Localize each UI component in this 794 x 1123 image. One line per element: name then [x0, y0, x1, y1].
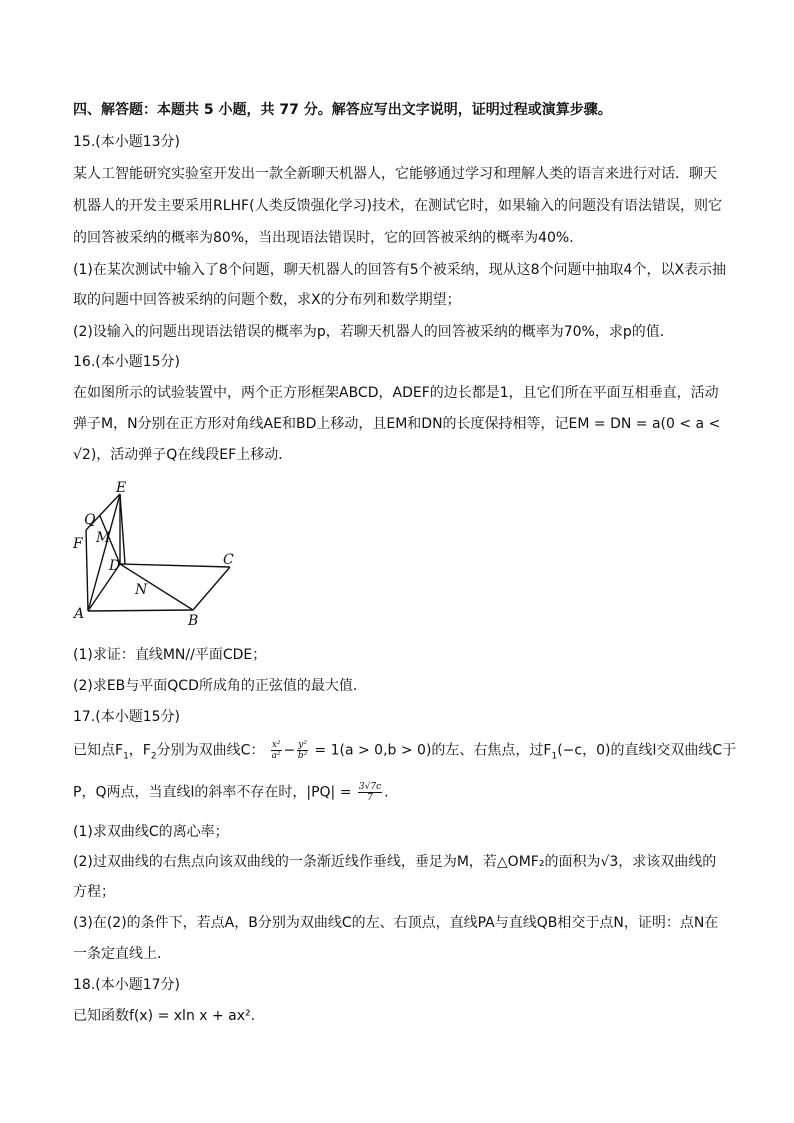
- q17-part1: (1)求双曲线C的离心率；: [73, 824, 229, 840]
- q15-stem-line-1: 某人工智能研究实验室开发出一款全新聊天机器人，它能够通过学习和理解人类的语言来进行对话．聊天: [73, 166, 717, 182]
- label-E: E: [116, 480, 127, 496]
- q17-part3-line-2: 一条定直线上．: [73, 946, 171, 962]
- q16-stem-line-2: 弹子M，N分别在正方形对角线AE和BD上移动，且EM和DN的长度保持相等，记EM = DN = a(0 < a <: [73, 416, 721, 432]
- q16-part2: (2)求EB与平面QCD所成角的正弦值的最大值．: [73, 678, 367, 694]
- q17-l1-c: 分别为双曲线C：: [156, 742, 265, 759]
- q17-l2-b: .: [384, 784, 389, 801]
- label-Q: Q: [84, 512, 96, 528]
- label-C: C: [223, 552, 234, 568]
- q17-stem-line-1: [73, 740, 736, 766]
- label-M: M: [96, 530, 111, 546]
- q17-stem-line-2: [73, 782, 389, 803]
- q17-l1-d: = 1(a > 0,b > 0)的左、右焦点，过F: [314, 742, 552, 759]
- q17-sub-1b: 1: [551, 751, 558, 762]
- q17-sub-2: 2: [150, 751, 157, 762]
- q17-l1-e: (−c，0)的直线l交双曲线C于: [557, 742, 737, 759]
- q18-stem: 已知函数f(x) = xln x + ax².: [73, 1008, 256, 1024]
- edge-EM-support: [120, 494, 125, 564]
- q15-part2: (2)设输入的问题出现语法错误的概率为p，若聊天机器人的回答被采纳的概率为70%，求p的值．: [73, 324, 674, 340]
- q16-part1: (1)求证：直线MN//平面CDE；: [73, 647, 267, 663]
- edge-AF: [86, 530, 88, 611]
- q17-part2-line-2: 方程；: [73, 884, 115, 900]
- q17-part2-line-1: (2)过双曲线的右焦点向该双曲线的一条渐近线作垂线，垂足为M，若△OMF₂的面积为√3，求该双曲线的: [73, 854, 717, 870]
- edge-DC: [120, 564, 230, 567]
- q15-part1-line-1: (1)在某次测试中输入了8个问题，聊天机器人的回答有5个被采纳，现从这8个问题中抽取4个，以X表示抽: [73, 262, 727, 278]
- fraction-pq: $\frac{3√7c}{7}$: [358, 782, 382, 803]
- label-F: F: [73, 536, 83, 552]
- q17-l2-a: P，Q两点，当直线l的斜率不存在时，|PQ| =: [73, 784, 352, 801]
- fraction-y2-b2: $\frac{\text{y²}}{\text{b²}}$: [297, 740, 308, 761]
- edge-DB: [120, 564, 193, 610]
- section-header: 四、解答题：本题共 5 小题，共 77 分。解答应写出文字说明，证明过程或演算步骤。: [73, 102, 612, 118]
- q17-l1-a: 已知点F: [73, 742, 124, 759]
- q15-part1-line-2: 取的问题中回答被采纳的问题个数，求X的分布列和数学期望；: [73, 292, 461, 308]
- q15-title: 15.(本小题13分): [73, 134, 181, 150]
- q15-stem-line-3: 的回答被采纳的概率为80%，当出现语法错误时，它的回答被采纳的概率为40%.: [73, 230, 574, 246]
- label-B: B: [188, 613, 199, 629]
- geometry-figure: [70, 480, 250, 630]
- q16-stem-line-1: 在如图所示的试验装置中，两个正方形框架ABCD，ADEF的边长都是1，且它们所在平面互相垂直，活动: [73, 385, 719, 401]
- q17-title: 17.(本小题15分): [73, 709, 181, 725]
- minus-sign: −: [283, 742, 296, 759]
- q18-title: 18.(本小题17分): [73, 977, 181, 993]
- q17-l1-b: ，F: [128, 742, 151, 759]
- q16-stem-line-3: √2)，活动弹子Q在线段EF上移动．: [73, 447, 293, 463]
- edge-AB: [88, 610, 193, 611]
- q17-sub-1: 1: [123, 751, 129, 762]
- q16-title: 16.(本小题15分): [73, 354, 181, 370]
- label-N: N: [135, 582, 148, 598]
- label-A: A: [74, 606, 85, 622]
- fraction-x2-a2: $\frac{\text{x²}}{\text{a²}}$: [271, 740, 281, 761]
- label-D: D: [109, 558, 121, 574]
- q17-part3-line-1: (3)在(2)的条件下，若点A，B分别为双曲线C的左、右顶点，直线PA与直线QB相交于点N，证明：点N在: [73, 915, 719, 931]
- edge-CB: [193, 567, 230, 610]
- q15-stem-line-2: 机器人的开发主要采用RLHF(人类反馈强化学习)技术，在测试它时，如果输入的问题没有语法错误，则它: [73, 198, 723, 214]
